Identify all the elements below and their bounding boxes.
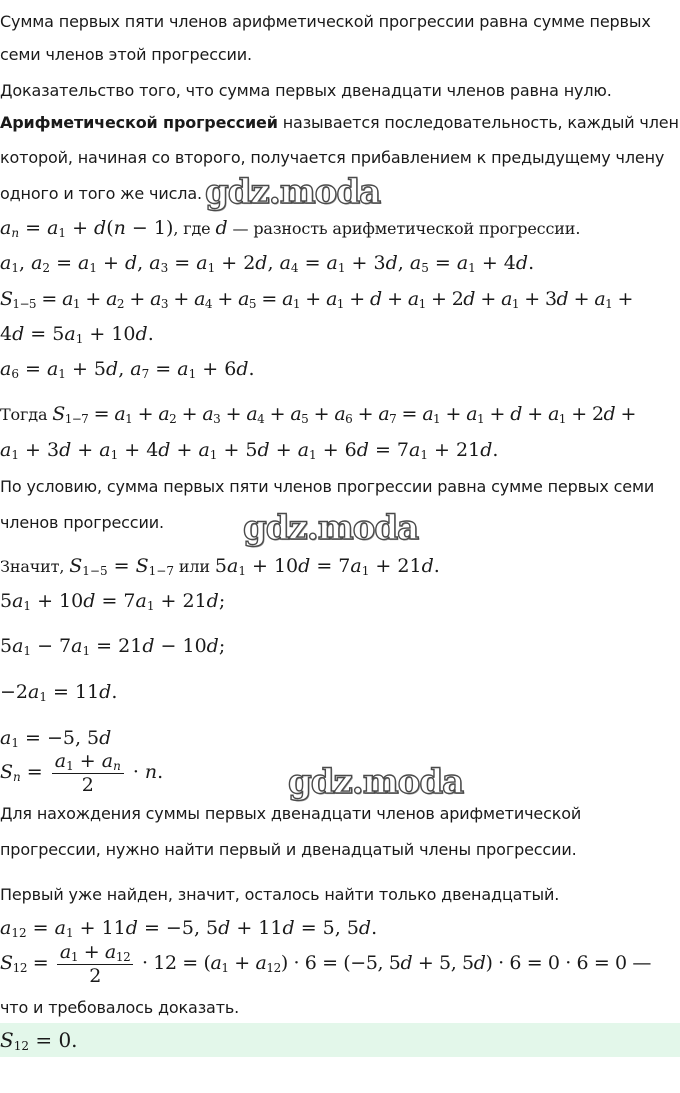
- text-span: , где: [173, 219, 216, 238]
- formula-s17-line2: $a_1 + 3d + a_1 + 4d + a_1 + 5d + a_1 + 6d = 7a_1 + 21d$.: [0, 439, 499, 462]
- text-line: прогрессии, нужно найти первый и двенадцатый члены прогрессии.: [0, 840, 577, 859]
- formula-step1: $5a_1 + 10d = 7a_1 + 21d$;: [0, 590, 226, 613]
- formula-s12: $S_{12}$ = $\frac{a_1 + a_{12}}{2}$ · $12 = (a_1 + a_{12}) \cdot 6 = (-5$, 5d + 5, 5d) · 6 = 0 · 6 = 0 —: [0, 941, 651, 987]
- formula-terms-6-7: $a_6 = a_1 + 5d$, $a_7 = a_1 + 6d$.: [0, 358, 255, 381]
- answer-box: [0, 1023, 680, 1057]
- text-span: — разность арифметической прогрессии.: [227, 219, 581, 238]
- formula-a12: $a_{12} = a_1 + 11d = -5$, 5d + 11d = 5, 5d.: [0, 917, 378, 940]
- text-span: Тогда: [0, 405, 53, 424]
- text-line: членов прогрессии.: [0, 513, 164, 532]
- formula-s17-line1: Тогда $S_{1-7} = a_1 + a_2 + a_3 + a_4 + a_5 + a_6 + a_7 = a_1 + a_1 + d + a_1 + 2d$ +: [0, 403, 636, 426]
- formula-nth-term: $a_n = a_1 + d(n - 1)$, где d — разность арифметической прогрессии.: [0, 217, 581, 240]
- formula-step4: $a_1 = -5$, 5d: [0, 727, 112, 750]
- text-line: По условию, сумма первых пяти членов прогрессии равна сумме первых семи: [0, 477, 655, 496]
- formula-step2: $5a_1 - 7a_1 = 21d - 10d$;: [0, 635, 226, 658]
- watermark: gdz.moda: [243, 508, 419, 548]
- text-line: которой, начиная со второго, получается прибавлением к предыдущему члену: [0, 148, 665, 167]
- answer-formula: $S_{12} = 0$.: [0, 1028, 78, 1053]
- text-line: одного и того же числа.: [0, 184, 202, 203]
- formula-condition: Значит, $S_{1-5} = S_{1-7}$ или $5a_1 + 10d = 7a_1 + 21d$.: [0, 555, 440, 578]
- watermark: gdz.moda: [205, 172, 381, 212]
- text-line: Первый уже найден, значит, осталось найти только двенадцатый.: [0, 885, 560, 904]
- formula-s15-line2: $4d = 5a_1 + 10d$.: [0, 323, 154, 346]
- fraction: $\frac{a_1 + a_{12}}{2}$: [57, 941, 133, 987]
- term-bold: Арифметической прогрессией: [0, 113, 278, 132]
- text-line: Доказательство того, что сумма первых двенадцати членов равна нулю.: [0, 81, 612, 100]
- text-line: Для нахождения суммы первых двенадцати членов арифметической: [0, 804, 582, 823]
- text-line: что и требовалось доказать.: [0, 998, 240, 1017]
- definition-line: [0, 112, 679, 134]
- formula-sum: $S_n$ = $\frac{a_1 + a_n}{2}$ · n.: [0, 750, 164, 796]
- formula-terms-1-5: $a_1$, $a_2 = a_1 + d$, $a_3 = a_1 + 2d$, $a_4 = a_1 + 3d$, $a_5 = a_1 + 4d$.: [0, 252, 535, 275]
- text-span: называется последовательность, каждый член: [277, 113, 679, 132]
- text-line: семи членов этой прогрессии.: [0, 45, 252, 64]
- text-span: или: [173, 557, 215, 576]
- watermark: gdz.moda: [288, 762, 464, 802]
- formula-step3: $-2a_1 = 11d$.: [0, 681, 118, 704]
- text-span: Значит,: [0, 557, 70, 576]
- fraction: $\frac{a_1 + a_n}{2}$: [52, 750, 124, 796]
- text-line: Сумма первых пяти членов арифметической прогрессии равна сумме первых: [0, 12, 651, 31]
- formula-s15-line1: $S_{1-5} = a_1 + a_2 + a_3 + a_4 + a_5 = a_1 + a_1 + d + a_1 + 2d + a_1 + 3d + a_1$ +: [0, 288, 633, 311]
